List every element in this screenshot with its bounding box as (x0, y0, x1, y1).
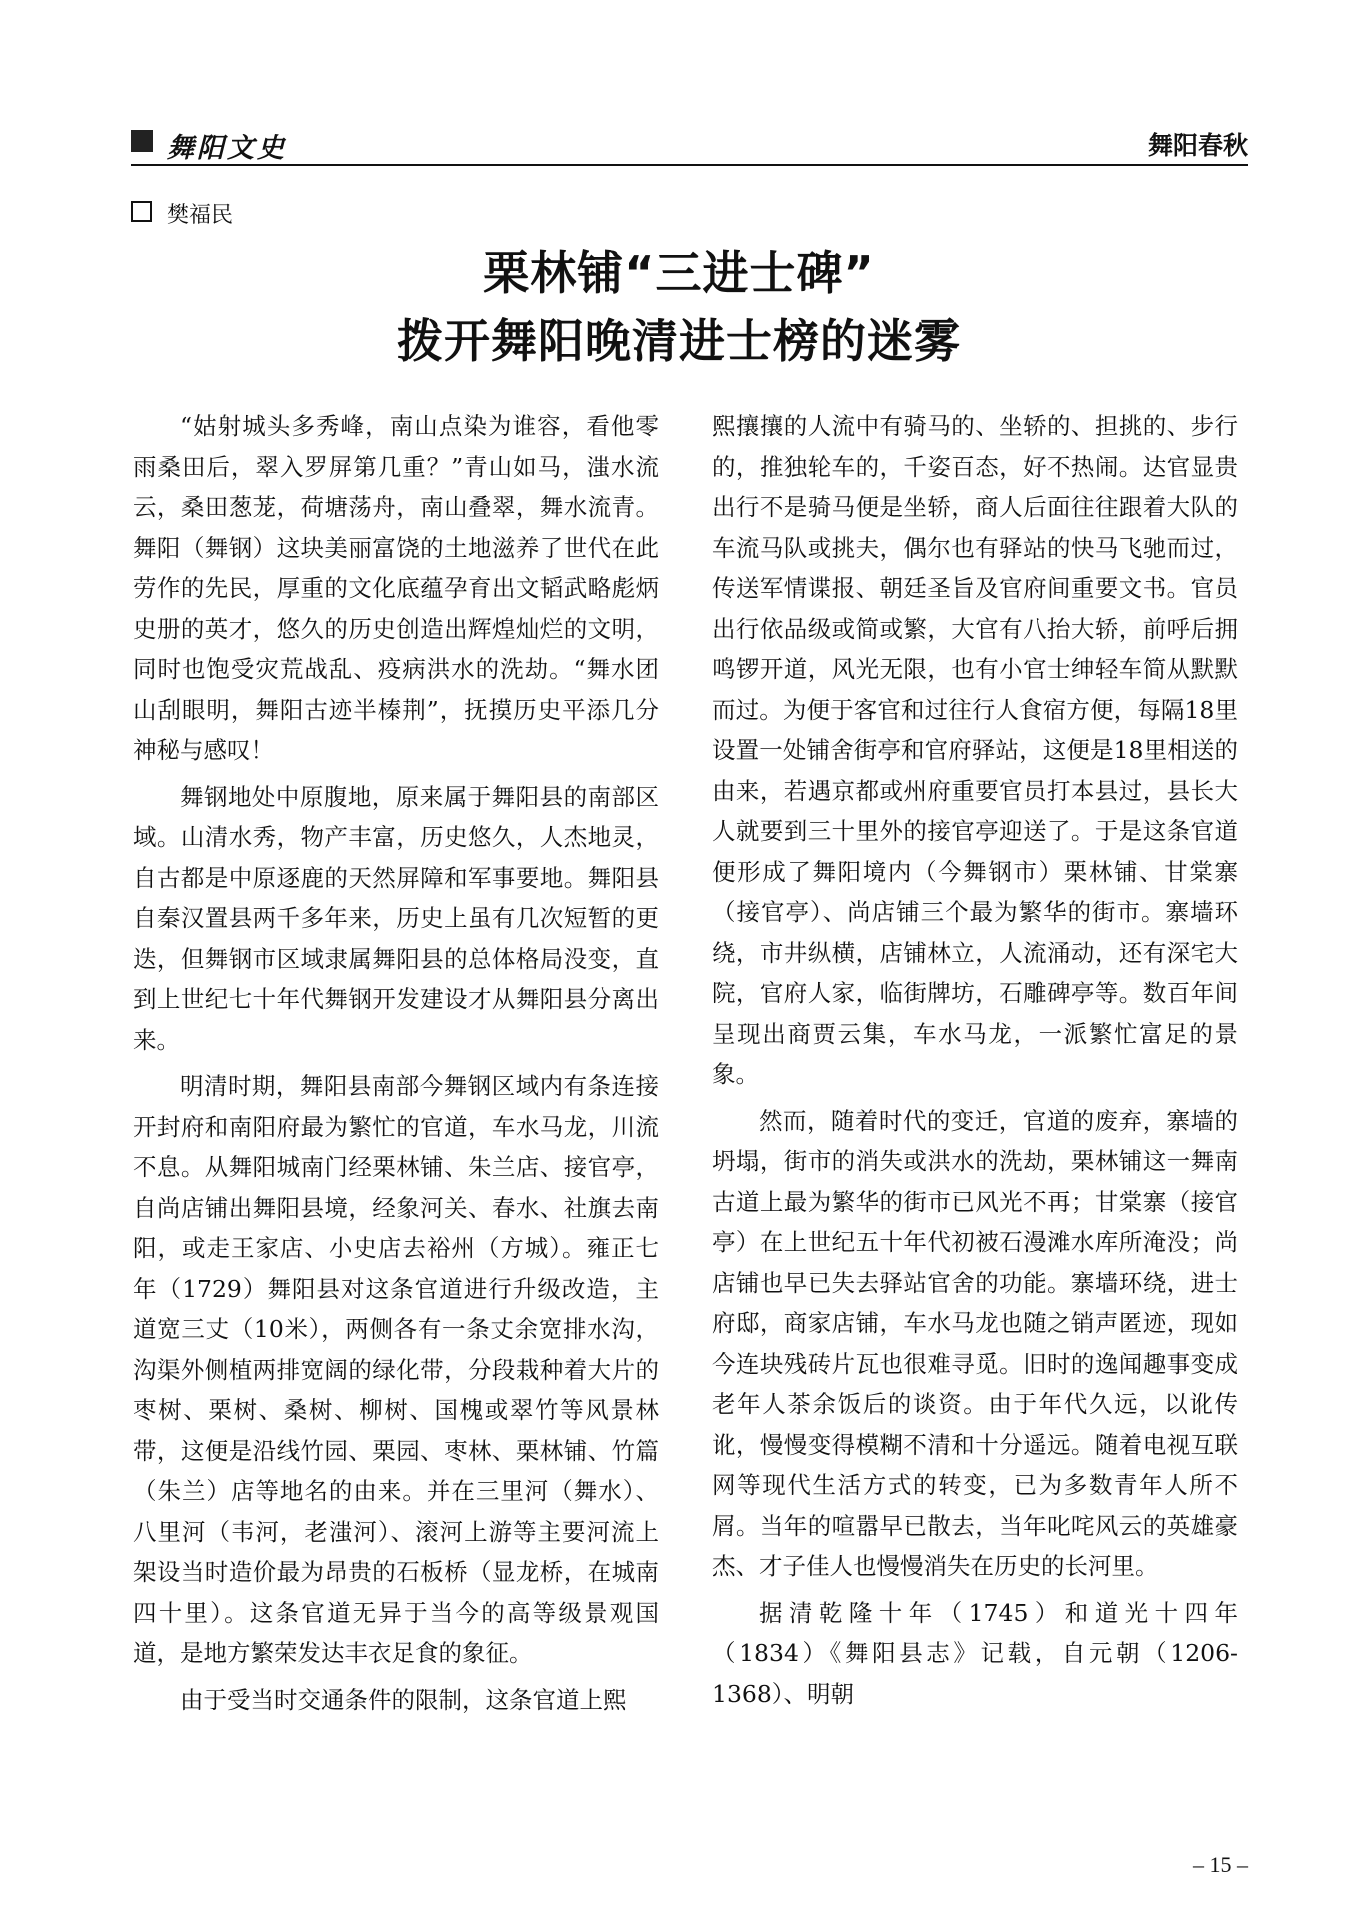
paragraph: 明清时期，舞阳县南部今舞钢区域内有条连接开封府和南阳府最为繁忙的官道，车水马龙，川流不息。从舞阳城南门经栗林铺、朱兰店、接官亭，自尚店铺出舞阳县境，经象河关、春水、社旗去南阳，或走王家店、小史店去裕州（方城）。雍正七年（1729）舞阳县对这条官道进行升级改造，主道宽三丈（10米），两侧各有一条丈余宽排水沟，沟渠外侧植两排宽阔的绿化带，分段栽种着大片的枣树、栗树、桑树、柳树、国槐或翠竹等风景林带，这便是沿线竹园、栗园、枣林、栗林铺、竹篇（朱兰）店等地名的由来。并在三里河（舞水）、八里河（韦河，老滍河）、滚河上游等主要河流上架设当时造价最为昂贵的石板桥（显龙桥，在城南四十里）。这条官道无异于当今的高等级景观国道，是地方繁荣发达丰衣足食的象征。 (133, 1072, 659, 1667)
paragraph: “姑射城头多秀峰，南山点染为谁容，看他零雨桑田后，翠入罗屏第几重？”青山如马，滍水流云，桑田葱茏，荷塘荡舟，南山叠翠，舞水流青。舞阳（舞钢）这块美丽富饶的土地滋养了世代在此劳作的先民，厚重的文化底蕴孕育出文韬武略彪炳史册的英才，悠久的历史创造出辉煌灿烂的文明，同时也饱受灾荒战乱、疫病洪水的洗劫。“舞水团山刮眼明，舞阳古迹半榛荆”，抚摸历史平添几分神秘与感叹！ (133, 412, 659, 764)
paragraph: 舞钢地处中原腹地，原来属于舞阳县的南部区域。山清水秀，物产丰富，历史悠久，人杰地灵，自古都是中原逐鹿的天然屏障和军事要地。舞阳县自秦汉置县两千多年来，历史上虽有几次短暂的更迭，但舞钢市区域隶属舞阳县的总体格局没变，直到上世纪七十年代舞钢开发建设才从舞阳县分离出来。 (133, 782, 659, 1054)
header-square-icon (131, 130, 153, 152)
article-title-line1: 栗林铺“三进士碑” (483, 246, 875, 300)
header-rule (131, 164, 1248, 166)
running-header (131, 126, 1248, 162)
journal-title: 舞阳文史 (167, 133, 287, 164)
right-column (712, 406, 1238, 1720)
author-name: 樊福民 (167, 203, 234, 228)
paragraph: 然而，随着时代的变迁，官道的废弃，寨墙的坍塌，街市的消失或洪水的洗劫，栗林铺这一舞南古道上最为繁华的街市已风光不再；甘棠寨（接官亭）在上世纪五十年代初被石漫滩水库所淹没；尚店铺也早已失去驿站官舍的功能。寨墙环绕，进士府邸，商家店铺，车水马龙也随之销声匿迹，现如今连块残砖片瓦也很难寻觅。旧时的逸闻趣事变成老年人茶余饭后的谈资。由于年代久远，以讹传讹，慢慢变得模糊不清和十分遥远。随着电视互联网等现代生活方式的转变，已为多数青年人所不屑。当年的喧嚣早已散去，当年叱咤风云的英雄豪杰、才子佳人也慢慢消失在历史的长河里。 (712, 1106, 1238, 1580)
section-title: 舞阳春秋 (1147, 131, 1248, 160)
left-column (133, 406, 659, 1726)
paragraph: 熙攘攘的人流中有骑马的、坐轿的、担挑的、步行的，推独轮车的，千姿百态，好不热闹。达官显贵出行不是骑马便是坐轿，商人后面往往跟着大队的车流马队或挑夫，偶尔也有驿站的快马飞驰而过，传送军情谍报、朝廷圣旨及官府间重要文书。官员出行依品级或简或繁，大官有八抬大轿，前呼后拥鸣锣开道，风光无限，也有小官士绅轻车简从默默而过。为便于客官和过往行人食宿方便，每隔18里设置一处铺舍街亭和官府驿站，这便是18里相送的由来，若遇京都或州府重要官员打本县过，县长大人就要到三十里外的接官亭迎送了。于是这条官道便形成了舞阳境内（今舞钢市）栗林铺、甘棠寨（接官亭）、尚店铺三个最为繁华的街市。寨墙环绕，市井纵横，店铺林立，人流涌动，还有深宅大院，官府人家，临街牌坊，石雕碑亭等。数百年间呈现出商贾云集，车水马龙，一派繁忙富足的景象。 (712, 412, 1238, 1088)
paragraph: 由于受当时交通条件的限制，这条官道上熙 (180, 1685, 627, 1714)
page-number: – 15 – (1193, 1852, 1248, 1877)
paragraph: 据清乾隆十年（1745）和道光十四年（1834）《舞阳县志》记载，自元朝（1206-1368）、明朝 (712, 1598, 1238, 1708)
article-title-line2: 拨开舞阳晚清进士榜的迷雾 (397, 314, 961, 368)
author-box-icon (131, 201, 152, 222)
